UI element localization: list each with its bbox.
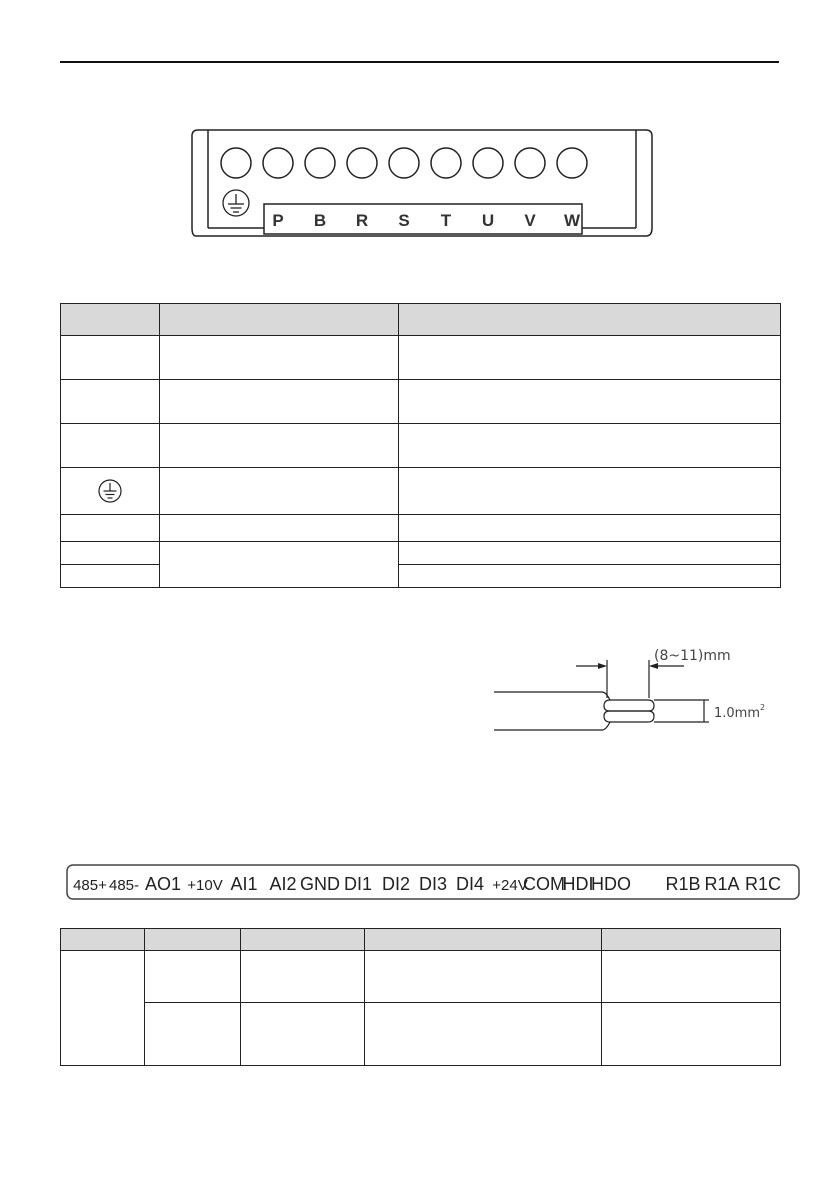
terminal-screw [305,148,335,178]
header-cell [145,929,241,951]
control-terminal-label: R1B [665,874,701,894]
control-terminal-label: DI2 [381,874,411,894]
ground-symbol-icon [223,190,249,216]
control-terminal-label: COM [523,874,565,894]
control-terminal-label: +10V [187,877,223,894]
terminal-screw [263,148,293,178]
terminal-screw [389,148,419,178]
control-terminal-label: HDO [591,874,631,894]
terminal-label-u: U [481,211,495,230]
table-header-row [61,929,781,951]
control-terminal-label: HDI [562,874,594,894]
control-terminal-label: GND [300,874,340,894]
control-terminal-label: R1A [704,874,740,894]
cross-section-sup: 2 [760,703,766,712]
header-cell [241,929,365,951]
terminal-label-v: V [524,211,536,230]
terminal-screw [347,148,377,178]
ground-symbol-icon [97,478,123,504]
control-terminal-label: 485- [108,877,140,894]
terminal-label-b: B [313,211,327,230]
control-terminal-label: AO1 [144,874,182,894]
table-row [61,468,781,515]
terminal-screw [557,148,587,178]
table-row [61,424,781,468]
power-terminal-table [60,303,781,588]
control-terminal-label: R1C [744,874,782,894]
table-row [61,1003,781,1066]
table-row [61,380,781,424]
cross-section-value: 1.0mm [714,706,761,721]
control-terminal-label: DI3 [418,874,448,894]
terminal-label-p: P [272,211,284,230]
header-cell [399,304,781,336]
terminal-screw [515,148,545,178]
header-cell [602,929,781,951]
terminal-screw [221,148,251,178]
terminal-label-s: S [398,211,410,230]
control-terminal-label: 485+ [73,877,107,894]
terminal-label-t: T [440,211,452,230]
table-row [61,951,781,1003]
terminal-label-r: R [355,211,369,230]
control-terminal-label: AI2 [269,874,297,894]
table-row [61,542,781,565]
wire-strip-diagram [490,638,780,738]
table-row [61,336,781,380]
power-terminal-block-diagram [190,128,655,240]
control-terminal-label: DI4 [455,874,485,894]
table-header-row [61,304,781,336]
terminal-screw [431,148,461,178]
header-cell [365,929,602,951]
control-terminal-label: AI1 [230,874,258,894]
terminal-label-w: W [563,211,581,230]
control-terminal-label: +24V [492,877,528,894]
strip-length-label: (8~11)mm [654,648,731,664]
control-terminal-label: DI1 [343,874,373,894]
header-rule [60,61,779,63]
table-row [61,515,781,542]
cross-section-label [714,703,765,721]
terminal-screw [473,148,503,178]
control-terminal-strip [66,864,800,900]
header-cell [160,304,399,336]
header-cell [61,929,145,951]
control-terminal-table [60,928,781,1066]
header-cell [61,304,160,336]
